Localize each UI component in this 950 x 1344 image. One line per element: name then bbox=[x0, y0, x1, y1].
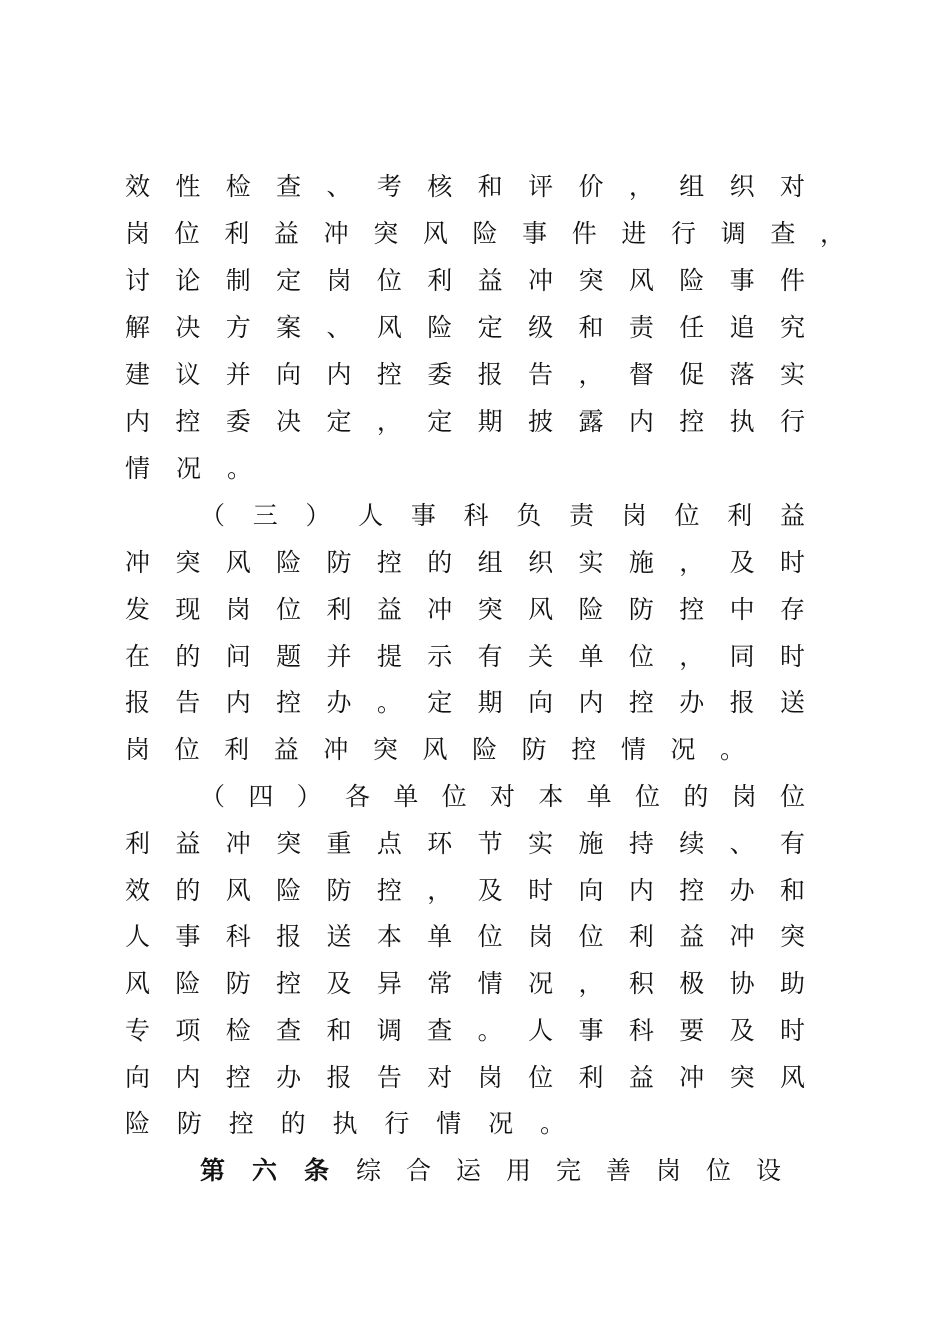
paragraph-start-line: （四）各单位对本单位的岗位 bbox=[200, 782, 805, 811]
text-line: 专项检查和调查。人事科要及时 bbox=[125, 1016, 805, 1045]
text-line: 发现岗位利益冲突风险防控中存 bbox=[125, 595, 805, 624]
text-line: 岗位利益冲突风险防控情况。 bbox=[125, 735, 745, 764]
text-line: 岗位利益冲突风险事件进行调查， bbox=[125, 219, 845, 248]
article-line bbox=[200, 1153, 805, 1189]
text-line: 内控委决定，定期披露内控执行 bbox=[125, 407, 805, 436]
text-line: 利益冲突重点环节实施持续、有 bbox=[125, 829, 805, 858]
text-line: 报告内控办。定期向内控办报送 bbox=[125, 688, 805, 717]
article-text: 综合运用完善岗位设 bbox=[356, 1156, 805, 1185]
text-line: 讨论制定岗位利益冲突风险事件 bbox=[125, 266, 805, 295]
text-line: 风险防控及异常情况，积极协助 bbox=[125, 969, 805, 998]
text-line: 险防控的执行情况。 bbox=[125, 1109, 565, 1138]
text-line: 解决方案、风险定级和责任追究 bbox=[125, 313, 805, 342]
text-line: 向内控办报告对岗位利益冲突风 bbox=[125, 1063, 805, 1092]
text-line: 在的问题并提示有关单位，同时 bbox=[125, 642, 805, 671]
paragraph-start-line: （三）人事科负责岗位利益 bbox=[200, 501, 805, 530]
text-line: 建议并向内控委报告，督促落实 bbox=[125, 360, 805, 389]
text-line: 人事科报送本单位岗位利益冲突 bbox=[125, 922, 805, 951]
text-line: 冲突风险防控的组织实施，及时 bbox=[125, 548, 805, 577]
text-line: 效的风险防控，及时向内控办和 bbox=[125, 876, 805, 905]
text-line: 效性检查、考核和评价，组织对 bbox=[125, 172, 805, 201]
article-heading: 第六条 bbox=[200, 1156, 356, 1185]
text-line: 情况。 bbox=[125, 454, 279, 483]
